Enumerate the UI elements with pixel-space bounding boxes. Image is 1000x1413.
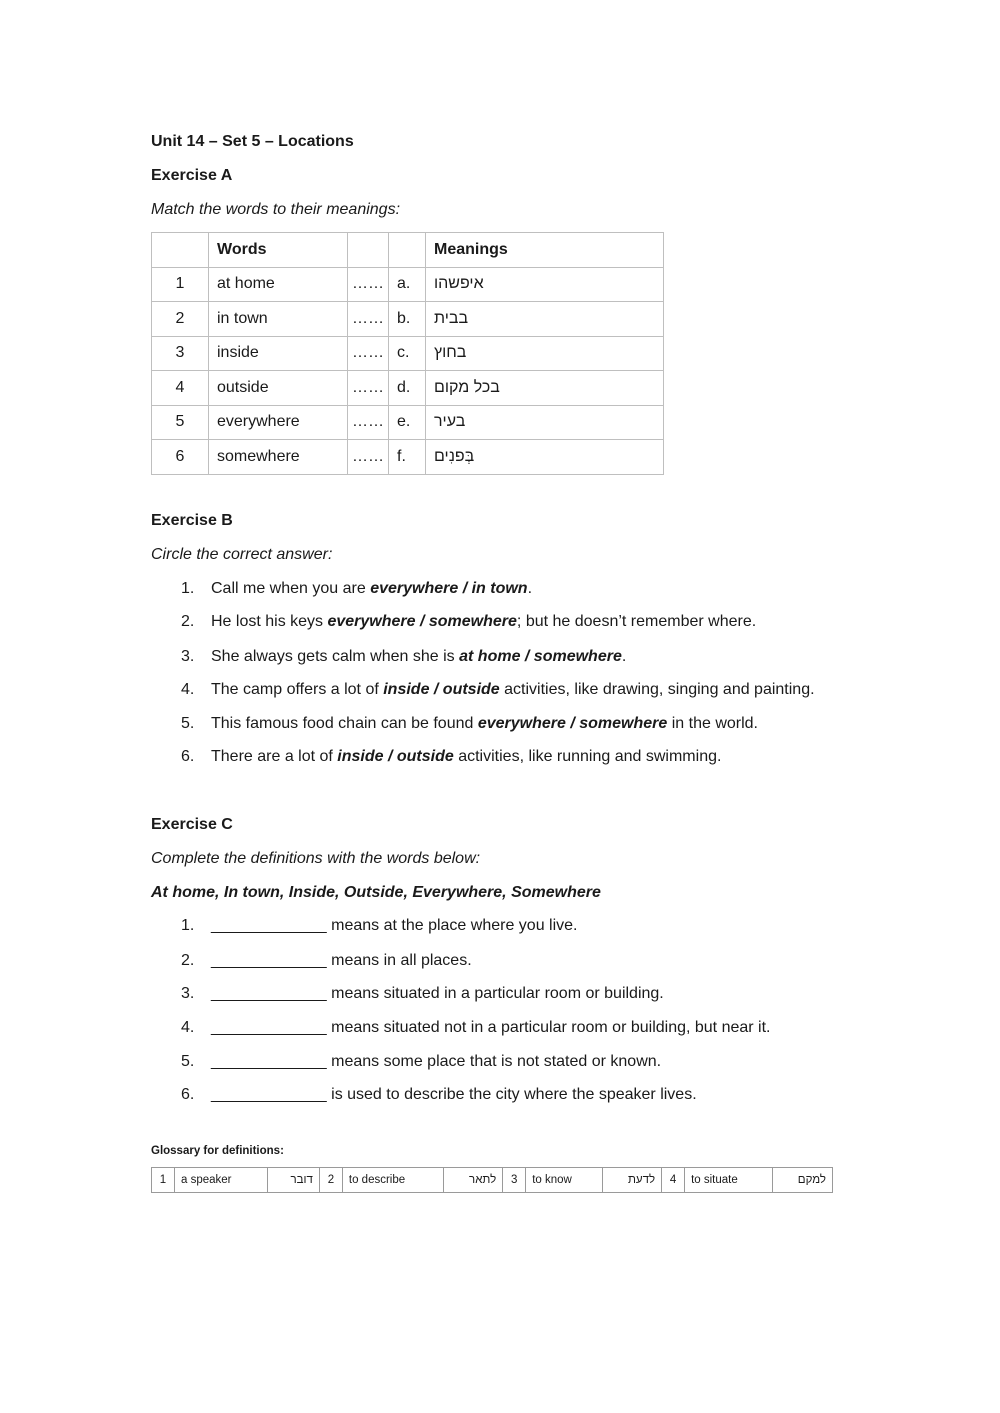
answer-choice[interactable]: everywhere / somewhere bbox=[477, 715, 668, 732]
definition-text: means situated not in a particular room or building, but near it. bbox=[326, 1019, 771, 1036]
item-text: He lost his keys bbox=[211, 613, 328, 630]
header-meanings: Meanings bbox=[426, 233, 664, 268]
answer-blank[interactable]: _____________ bbox=[211, 917, 327, 934]
table-row bbox=[152, 336, 664, 371]
item-number: 3. bbox=[181, 985, 195, 1002]
matching-table bbox=[151, 232, 664, 475]
row-letter: f. bbox=[389, 440, 426, 475]
glossary-english: to situate bbox=[685, 1168, 772, 1193]
answer-choice[interactable]: inside / outside bbox=[383, 681, 500, 698]
glossary-hebrew: למקם bbox=[772, 1168, 832, 1193]
glossary-heading: Glossary for definitions: bbox=[151, 1145, 284, 1157]
row-meaning: בְּפנִים bbox=[434, 447, 475, 465]
page-title: Unit 14 – Set 5 – Locations bbox=[151, 133, 354, 150]
list-item bbox=[181, 1018, 770, 1038]
item-text-end: ; but he doesn’t remember where. bbox=[516, 613, 757, 630]
answer-blank[interactable]: …… bbox=[348, 371, 389, 406]
exercise-b-instruction: Circle the correct answer: bbox=[151, 546, 333, 563]
item-text-end: activities, like running and swimming. bbox=[453, 748, 722, 765]
row-number: 6 bbox=[152, 440, 209, 475]
answer-choice[interactable]: inside / outside bbox=[337, 748, 454, 765]
row-word: everywhere bbox=[209, 405, 348, 440]
row-letter: e. bbox=[389, 405, 426, 440]
table-row bbox=[152, 267, 664, 302]
word-bank: At home, In town, Inside, Outside, Everywhere, Somewhere bbox=[151, 884, 601, 901]
list-item bbox=[181, 951, 472, 971]
list-item bbox=[181, 984, 664, 1004]
list-item bbox=[181, 647, 626, 667]
item-number: 4. bbox=[181, 1019, 195, 1036]
definition-text: means situated in a particular room or building. bbox=[326, 985, 664, 1002]
item-number: 2. bbox=[181, 613, 195, 630]
row-meaning: בחוץ bbox=[434, 344, 467, 362]
exercise-c-instruction: Complete the definitions with the words below: bbox=[151, 850, 481, 867]
item-number: 5. bbox=[181, 1053, 195, 1070]
list-item bbox=[181, 1085, 697, 1105]
item-number: 6. bbox=[181, 748, 195, 765]
answer-blank[interactable]: …… bbox=[348, 302, 389, 337]
answer-blank[interactable]: _____________ bbox=[211, 952, 327, 969]
answer-blank[interactable]: …… bbox=[348, 267, 389, 302]
row-letter: a. bbox=[389, 267, 426, 302]
header-words: Words bbox=[209, 233, 348, 268]
exercise-a-instruction: Match the words to their meanings: bbox=[151, 201, 401, 218]
answer-blank[interactable]: …… bbox=[348, 405, 389, 440]
row-number: 4 bbox=[152, 371, 209, 406]
glossary-row bbox=[152, 1168, 833, 1193]
item-number: 3. bbox=[181, 648, 195, 665]
table-row bbox=[152, 371, 664, 406]
glossary-hebrew: לתאר bbox=[444, 1168, 503, 1193]
list-item bbox=[181, 680, 815, 700]
item-text-end: in the world. bbox=[667, 715, 758, 732]
item-text-end: activities, like drawing, singing and painting. bbox=[499, 681, 815, 698]
item-number: 5. bbox=[181, 715, 195, 732]
row-number: 1 bbox=[152, 267, 209, 302]
item-number: 1. bbox=[181, 917, 195, 934]
row-letter: c. bbox=[389, 336, 426, 371]
item-number: 6. bbox=[181, 1086, 195, 1103]
list-item bbox=[181, 1052, 661, 1072]
exercise-c-heading: Exercise C bbox=[151, 816, 233, 833]
item-number: 2. bbox=[181, 952, 195, 969]
glossary-hebrew: דובר bbox=[268, 1168, 320, 1193]
exercise-a-heading: Exercise A bbox=[151, 167, 233, 184]
row-number: 5 bbox=[152, 405, 209, 440]
list-item bbox=[181, 612, 756, 632]
item-text: The camp offers a lot of bbox=[211, 681, 384, 698]
table-row bbox=[152, 405, 664, 440]
answer-choice[interactable]: at home / somewhere bbox=[459, 648, 622, 665]
definition-text: means in all places. bbox=[326, 952, 472, 969]
answer-blank[interactable]: _____________ bbox=[211, 1086, 327, 1103]
exercise-b-heading: Exercise B bbox=[151, 512, 233, 529]
table-header-row bbox=[152, 233, 664, 268]
item-number: 1. bbox=[181, 580, 195, 597]
row-meaning: בעיר bbox=[434, 413, 466, 431]
item-text: There are a lot of bbox=[211, 748, 338, 765]
row-word: somewhere bbox=[209, 440, 348, 475]
definition-text: is used to describe the city where the speaker lives. bbox=[326, 1086, 697, 1103]
item-text-end: . bbox=[527, 580, 533, 597]
glossary-number: 1 bbox=[152, 1168, 175, 1193]
item-text: This famous food chain can be found bbox=[211, 715, 478, 732]
glossary-english: to describe bbox=[342, 1168, 443, 1193]
row-meaning: בבית bbox=[434, 309, 469, 327]
row-number: 2 bbox=[152, 302, 209, 337]
table-row bbox=[152, 440, 664, 475]
row-letter: b. bbox=[389, 302, 426, 337]
glossary-english: a speaker bbox=[175, 1168, 268, 1193]
list-item bbox=[181, 579, 532, 599]
row-letter: d. bbox=[389, 371, 426, 406]
answer-blank[interactable]: …… bbox=[348, 336, 389, 371]
row-number: 3 bbox=[152, 336, 209, 371]
row-word: outside bbox=[209, 371, 348, 406]
table-row bbox=[152, 302, 664, 337]
answer-choice[interactable]: everywhere / in town bbox=[370, 580, 528, 597]
glossary-number: 2 bbox=[319, 1168, 342, 1193]
item-text: She always gets calm when she is bbox=[211, 648, 460, 665]
glossary-number: 3 bbox=[503, 1168, 526, 1193]
glossary-number: 4 bbox=[662, 1168, 685, 1193]
row-meaning: איפשהו bbox=[434, 275, 484, 293]
answer-blank[interactable]: _____________ bbox=[211, 1019, 327, 1036]
answer-blank[interactable]: …… bbox=[348, 440, 389, 475]
list-item bbox=[181, 747, 721, 767]
answer-choice[interactable]: everywhere / somewhere bbox=[327, 613, 517, 630]
row-word: in town bbox=[209, 302, 348, 337]
list-item bbox=[181, 714, 758, 734]
glossary-english: to know bbox=[526, 1168, 603, 1193]
definition-text: means some place that is not stated or known. bbox=[326, 1053, 662, 1070]
answer-blank[interactable]: _____________ bbox=[211, 1053, 327, 1070]
row-meaning: בכל מקום bbox=[434, 378, 500, 396]
item-text: Call me when you are bbox=[211, 580, 371, 597]
definition-text: means at the place where you live. bbox=[326, 917, 578, 934]
glossary-table bbox=[151, 1167, 833, 1193]
row-word: inside bbox=[209, 336, 348, 371]
glossary-hebrew: לדעת bbox=[603, 1168, 662, 1193]
answer-blank[interactable]: _____________ bbox=[211, 985, 327, 1002]
item-text-end: . bbox=[621, 648, 627, 665]
list-item bbox=[181, 916, 578, 936]
row-word: at home bbox=[209, 267, 348, 302]
item-number: 4. bbox=[181, 681, 195, 698]
